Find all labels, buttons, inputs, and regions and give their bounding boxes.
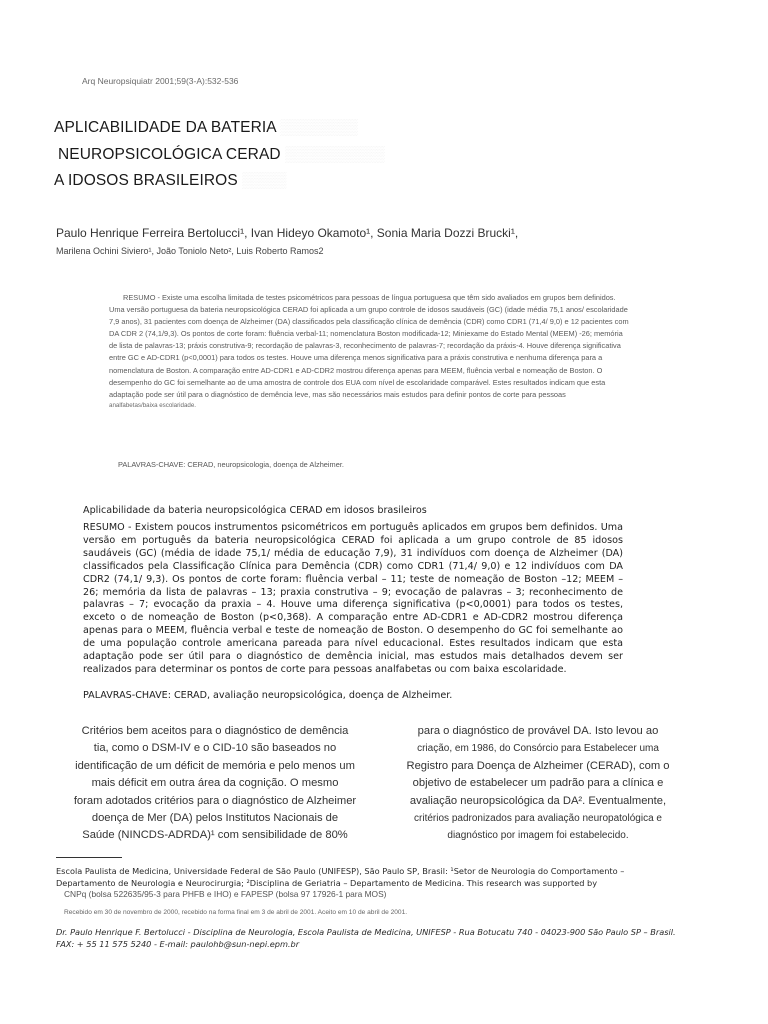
title-line-2: NEUROPSICOLÓGICA CERAD ▒▒▒▒▒▒▒▒▒ (58, 146, 385, 163)
correspondence-address: Dr. Paulo Henrique F. Bertolucci - Disciplina de Neurologia, Escola Paulista de Medicina, UNIFESP - Rua Botucatu 740 - 04023-900 São Paulo SP – Brasil. FAX: + 55 11 575 5240 - E-mail: paulohb@sun-nepi.epm.br (56, 927, 676, 949)
keywords-second: PALAVRAS-CHAVE: CERAD, avaliação neuropsicológica, doença de Alzheimer. (83, 690, 453, 701)
abstract-portuguese (109, 292, 631, 410)
body-right-line: para o diagnóstico de provável DA. Isto levou ao (417, 725, 659, 737)
body-left-line: mais déficit em outra área da cognição. O mesmo (91, 777, 339, 790)
footnote-divider (56, 857, 122, 858)
authors-line-1: Paulo Henrique Ferreira Bertolucci¹, Ivan Hideyo Okamoto¹, Sonia Maria Dozzi Brucki¹, (56, 226, 519, 240)
body-left-line: tia, como o DSM-IV e o CID-10 são baseados no (93, 742, 337, 755)
body-right-line: Registro para Doença de Alzheimer (CERAD), com o (406, 759, 670, 772)
body-left-line: doença de Mer (DA) pelos Institutos Nacionais de (91, 812, 339, 825)
keywords-portuguese: PALAVRAS-CHAVE: CERAD, neuropsicologia, doença de Alzheimer. (118, 460, 344, 469)
abstract-pt-body: RESUMO - Existe uma escolha limitada de testes psicométricos para pessoas de língua portuguesa que têm sido avaliados em grupos bem definidos. Uma versão portuguesa da bateria neuropsicológica CERAD foi aplicada a um grupo controle de idosos saudáveis (GC) (idade média 75,1 anos/ escolaridade 7,9 anos), 31 pacientes com doença de Alzheimer (DA) classificados pela classificação clínica de demência (CDR) como CDR1 (71,4/ 9,0) e 12 pacientes com DA CDR 2 (74,1/9,3). Os pontos de corte foram: fluência verbal-11; nomenclatura Boston modificada-12; Miniexame do Estado Mental (MEEM) -26; memória de lista de palavras-13; práxis construtiva-9; recordação de palavras-3, reconhecimento de palavras-7; recordação da práxis-4. Houve diferença significativa entre GC e AD-CDR1 (p<0,0001) para todos os testes. Houve uma diferença menos significativa para a práxis construtiva e nenhuma diferença para a nomenclatura de Boston. A comparação entre AD-CDR1 e AD-CDR2 mostrou diferença apenas para MEEM, fluência verbal e nomeação de Boston. O desempenho do GC foi semelhante ao de uma amostra de controle dos EUA com nível de escolaridade comparável. Estes resultados indicam que esta adaptação pode ser útil para o diagnóstico de demência leve, mas são necessários mais estudos para definir pontos de corte para pessoas (109, 293, 629, 399)
body-column-left (56, 723, 374, 845)
body-left-line: identificação de um déficit de memória e pelo menos um (75, 759, 355, 772)
affiliation-text: Escola Paulista de Medicina, Universidade Federal de São Paulo (UNIFESP), São Paulo SP, Brasil: ¹Setor de Neurologia do Comportamento – Departamento de Neurologia e Neurocirurgia; ²Disciplina de Geriatria – Departamento de Medicina. This research was supported by (56, 866, 625, 888)
body-right-line: objetivo de estabelecer um padrão para a clínica e (412, 777, 664, 790)
body-right-line: avaliação neuropsicológica da DA². Eventualmente, (409, 794, 667, 807)
journal-reference: Arq Neuropsiquiatr 2001;59(3-A):532-536 (82, 76, 239, 86)
abstract-second-title: Aplicabilidade da bateria neuropsicológica CERAD em idosos brasileiros (83, 505, 427, 516)
received-dates: Recebido em 30 de novembro de 2000, recebido na forma final em 3 de abril de 2001. Aceito em 10 de abril de 2001. (64, 909, 408, 916)
title-line-3: A IDOSOS BRASILEIROS ▒▒▒▒ (54, 172, 287, 189)
funding-text: CNPq (bolsa 522635/95-3 para PHFB e IHO) e FAPESP (bolsa 97 17926-1 para MOS) (64, 889, 387, 900)
abstract-pt-tail: analfabetas/baixa escolaridade. (109, 401, 197, 409)
body-right-line: diagnóstico por imagem foi estabelecido. (447, 830, 629, 842)
body-right-line: criação, em 1986, do Consórcio para Estabelecer uma (417, 743, 659, 755)
affiliation-footnote (56, 866, 681, 901)
body-left-line: Critérios bem aceitos para o diagnóstico de demência (81, 725, 349, 737)
body-left-line: foram adotados critérios para o diagnóstico de Alzheimer (73, 794, 357, 807)
authors-line-2: Marilena Ochini Siviero¹, João Toniolo Neto², Luis Roberto Ramos2 (56, 246, 324, 256)
body-left-line: Saúde (NINCDS-ADRDA)¹ com sensibilidade de 80% (82, 829, 348, 842)
title-line-1: APLICABILIDADE DA BATERIA ▒▒▒▒▒▒▒ (54, 119, 358, 136)
body-right-line: critérios padronizados para avaliação neuropatológica e (414, 813, 662, 825)
abstract-second-body: RESUMO - Existem poucos instrumentos psicométricos em português aplicados em grupos bem definidos. Uma versão em português da bateria neuropsicológica CERAD foi aplicada a um grupo controle de 85 idosos saudáveis (GC) (média de idade 75,1/ média de educação 7,9), 31 indivíduos com doença de Alzheimer (DA) classificados pela Classificação Clínica para Demência (CDR) como CDR1 (71,4/ 9,0) e 12 indivíduos com DA CDR2 (74,1/ 9,3). Os pontos de corte foram: fluência verbal – 11; teste de nomeação de Boston –12; MEEM – 26; memória da lista de palavras – 13; praxia construtiva – 9; evocação de palavras – 3; reconhecimento de palavras – 7; evocação da praxia – 4. Houve uma diferença significativa (p<0,0001) para todos os testes, exceto o de nomeação de Boston (p<0,368). A comparação entre AD-CDR1 e AD-CDR2 mostrou diferença apenas para o MEEM, fluência verbal e teste de nomeação de Boston. O desempenho do GC foi semelhante ao de uma população controle americana pareada para nível educacional. Estes resultados indicam que esta adaptação pode ser útil para o diagnóstico de demência inicial, mas estudos mais detalhados devem ser realizados para determinar os pontos de corte para pessoas analfabetas ou com baixa escolaridade. (83, 522, 623, 675)
body-column-right (378, 723, 698, 845)
